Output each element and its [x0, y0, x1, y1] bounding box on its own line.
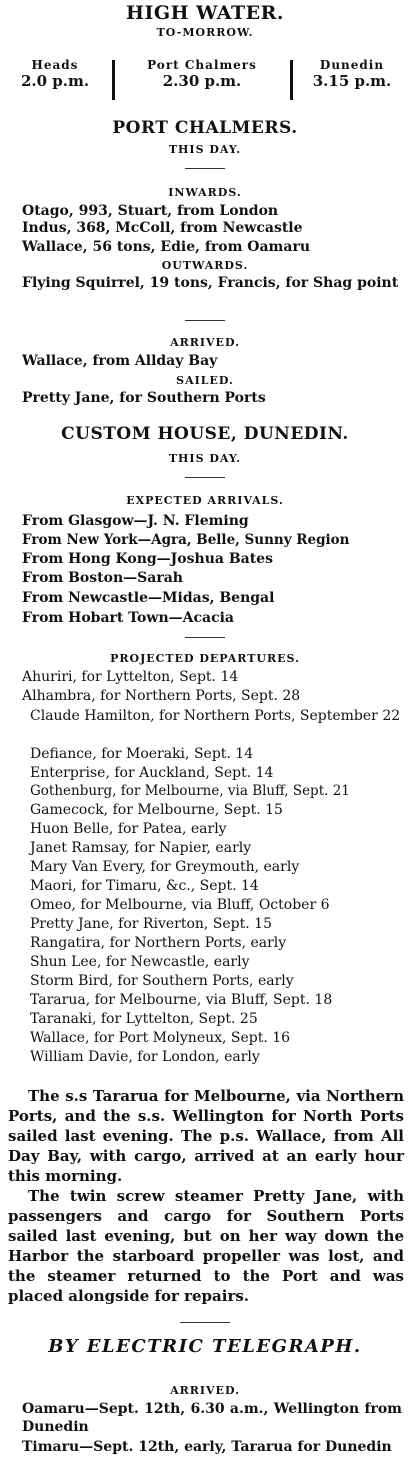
list-item: Claude Hamilton, for Northern Ports, September 22 — [30, 708, 401, 724]
list-item: Gamecock, for Melbourne, Sept. 15 — [30, 802, 283, 818]
inwards-heading: INWARDS. — [168, 186, 242, 199]
divider — [185, 477, 225, 478]
list-item: Ahuriri, for Lyttelton, Sept. 14 — [22, 669, 239, 685]
expected-arrivals-heading: EXPECTED ARRIVALS. — [126, 494, 284, 507]
list-item: From Glasgow—J. N. Fleming — [22, 513, 249, 529]
arrived-heading: ARRIVED. — [170, 336, 240, 349]
list-item: Enterprise, for Auckland, Sept. 14 — [30, 765, 274, 781]
dunedin-label: Dunedin — [319, 58, 385, 72]
list-item: Huon Belle, for Patea, early — [30, 821, 227, 837]
list-item: Wallace, from Allday Bay — [22, 353, 218, 369]
telegraph-entry: Timaru—Sept. 12th, early, Tararua for Dunedin — [22, 1439, 392, 1455]
divider — [185, 637, 225, 638]
telegraph-entry: Oamaru—Sept. 12th, 6.30 a.m., Wellington from Dunedin — [22, 1401, 402, 1435]
sailed-heading: SAILED. — [176, 374, 234, 387]
column-divider — [112, 60, 115, 100]
list-item: Rangatira, for Northern Ports, early — [30, 935, 287, 951]
port-chalmers-cell — [122, 58, 282, 90]
telegraph-arrived-heading: ARRIVED. — [170, 1384, 240, 1397]
list-item: Pretty Jane, for Riverton, Sept. 15 — [30, 916, 272, 932]
list-item: Gothenburg, for Melbourne, via Bluff, Sept. 21 — [30, 783, 350, 799]
custom-house-title: CUSTOM HOUSE, DUNEDIN. — [61, 424, 349, 444]
list-item: From Boston—Sarah — [22, 570, 183, 586]
telegraph-title: BY ELECTRIC TELEGRAPH. — [48, 1336, 362, 1357]
column-divider — [290, 60, 293, 100]
list-item: Shun Lee, for Newcastle, early — [30, 954, 250, 970]
outwards-heading: OUTWARDS. — [161, 259, 249, 272]
divider — [185, 168, 225, 169]
list-item: Tararua, for Melbourne, via Bluff, Sept. 18 — [30, 992, 333, 1008]
custom-house-subtitle: THIS DAY. — [168, 452, 242, 465]
high-water-title: HIGH WATER. — [126, 2, 284, 24]
list-item: From New York—Agra, Belle, Sunny Region — [22, 532, 350, 548]
list-item: From Hobart Town—Acacia — [22, 610, 234, 626]
dunedin-cell — [300, 58, 404, 90]
port-chalmers-label: Port Chalmers — [147, 58, 257, 72]
port-chalmers-subtitle: THIS DAY. — [168, 143, 242, 156]
high-water-subtitle: TO-MORROW. — [156, 26, 254, 39]
list-item: Mary Van Every, for Greymouth, early — [30, 859, 300, 875]
list-item: Wallace, for Port Molyneux, Sept. 16 — [30, 1030, 291, 1046]
news-paragraph: The s.s Tararua for Melbourne, via Northern Ports, and the s.s. Wellington for North Ports sailed last evening. The p.s. Wallace, from All Day Bay, with cargo, arrived at an early hour this morning. — [8, 1087, 404, 1185]
list-item: Wallace, 56 tons, Edie, from Oamaru — [22, 239, 310, 255]
projected-departures-heading: PROJECTED DEPARTURES. — [110, 652, 300, 665]
list-item: From Hong Kong—Joshua Bates — [22, 551, 273, 567]
heads-label: Heads — [31, 58, 79, 72]
divider — [185, 320, 225, 321]
list-item: William Davie, for London, early — [30, 1049, 260, 1065]
list-item: Janet Ramsay, for Napier, early — [30, 840, 252, 856]
port-chalmers-value: 2.30 p.m. — [162, 72, 242, 90]
list-item: Indus, 368, McColl, from Newcastle — [22, 220, 303, 236]
list-item: Otago, 993, Stuart, from London — [22, 203, 279, 219]
high-water-table — [0, 58, 410, 100]
divider — [180, 1322, 230, 1323]
news-paragraph: The twin screw steamer Pretty Jane, with passengers and cargo for Southern Ports sailed last evening, but on her way down the Harbor the starboard propeller was lost, and the steamer returned to the Port and was placed alongside for repairs. — [8, 1187, 404, 1305]
list-item: Taranaki, for Lyttelton, Sept. 25 — [30, 1011, 258, 1027]
list-item: Defiance, for Moeraki, Sept. 14 — [30, 746, 254, 762]
list-item: Storm Bird, for Southern Ports, early — [30, 973, 294, 989]
list-item: From Newcastle—Midas, Bengal — [22, 590, 275, 606]
list-item: Alhambra, for Northern Ports, Sept. 28 — [22, 688, 301, 704]
dunedin-value: 3.15 p.m. — [312, 72, 392, 90]
list-item: Omeo, for Melbourne, via Bluff, October 6 — [30, 897, 330, 913]
list-item: Maori, for Timaru, &c., Sept. 14 — [30, 878, 259, 894]
heads-value: 2.0 p.m. — [20, 72, 90, 90]
port-chalmers-title: PORT CHALMERS. — [112, 118, 298, 138]
list-item: Pretty Jane, for Southern Ports — [22, 390, 266, 406]
list-item: Flying Squirrel, 19 tons, Francis, for Shag point — [22, 275, 399, 291]
heads-cell — [6, 58, 104, 90]
